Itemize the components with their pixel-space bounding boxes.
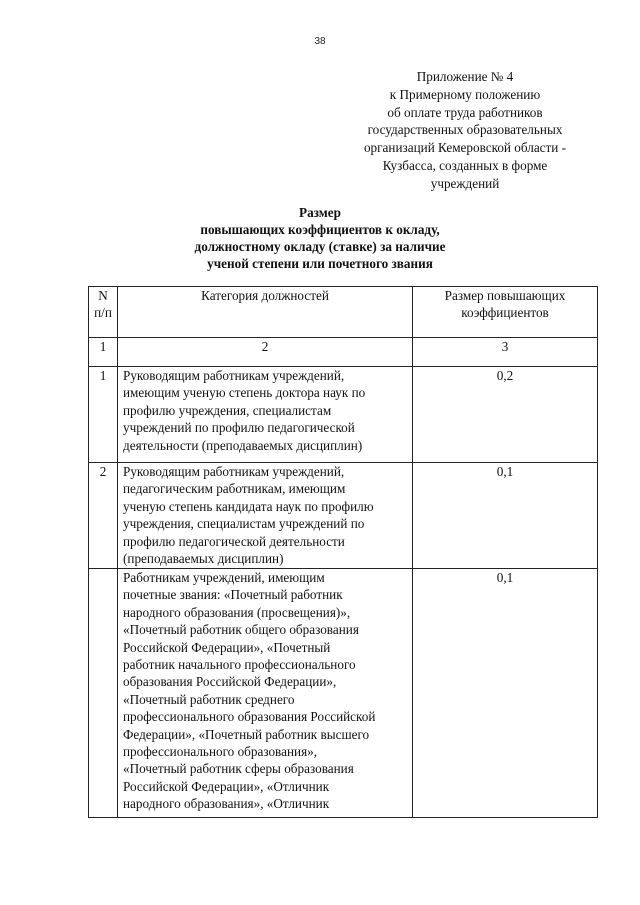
row-line: «Почетный работник общего образования: [123, 622, 359, 638]
row-line: «Почетный работник сферы образования: [123, 761, 354, 777]
row-line: (преподаваемых дисциплин): [123, 551, 284, 567]
appendix-line: учреждений: [430, 175, 500, 191]
row-line: профилю учреждения, специалистам: [123, 402, 332, 418]
row-line: Российской Федерации», «Отличник: [123, 778, 330, 794]
row-number: 1: [89, 367, 118, 463]
row-line: профессионального образования Российской: [123, 709, 376, 725]
row-line: народного образования (просвещения)»,: [123, 604, 351, 620]
row-line: Руководящим работникам учреждений,: [123, 368, 345, 383]
row-category: [118, 367, 413, 463]
row-line: народного образования», «Отличник: [123, 796, 330, 812]
row-line: педагогическим работникам, имеющим: [123, 481, 346, 497]
header-category: [118, 287, 413, 338]
title-line: должностному окладу (ставке) за наличие: [194, 239, 446, 254]
table-row: [89, 367, 598, 463]
row-category: [118, 463, 413, 569]
header-coefficient: [413, 287, 598, 338]
row-line: почетные звания: «Почетный работник: [123, 587, 343, 603]
table-row: [89, 569, 598, 818]
row-line: профессионального образования»,: [123, 744, 318, 760]
row-category: [118, 569, 413, 818]
row-line: Федерации», «Почетный работник высшего: [123, 726, 370, 742]
column-index-cell: 2: [118, 338, 413, 367]
coefficients-table: [88, 286, 598, 818]
row-line: ученую степень кандидата наук по профилю: [123, 498, 374, 514]
table-header-row: [89, 287, 598, 338]
page-number: 38: [314, 36, 326, 47]
title-line: повышающих коэффициентов к окладу,: [200, 222, 440, 237]
appendix-line: об оплате труда работников: [387, 104, 543, 120]
header-coef-line: коэффициентов: [461, 305, 549, 320]
table-row: [89, 463, 598, 569]
row-coefficient: 0,1: [413, 569, 598, 818]
row-line: «Почетный работник среднего: [123, 691, 295, 707]
row-line: учреждения, специалистам учреждений по: [123, 516, 365, 532]
appendix-header: [330, 68, 600, 193]
column-index-cell: 3: [413, 338, 598, 367]
row-line: Руководящим работникам учреждений,: [123, 464, 345, 479]
column-index-cell: 1: [89, 338, 118, 367]
row-line: работник начального профессионального: [123, 657, 356, 673]
column-index-row: [89, 338, 598, 367]
appendix-line: организаций Кемеровской области -: [363, 140, 567, 156]
row-coefficient: 0,2: [413, 367, 598, 463]
row-line: деятельности (преподаваемых дисциплин): [123, 437, 363, 453]
appendix-line: Кузбасса, созданных в форме: [382, 157, 548, 173]
title-line: Размер: [299, 205, 341, 220]
row-coefficient: 0,1: [413, 463, 598, 569]
row-number: [89, 569, 118, 818]
header-num-line: N: [98, 288, 108, 303]
row-line: учреждений по профилю педагогической: [123, 420, 355, 436]
row-line: образования Российской Федерации»,: [123, 674, 337, 690]
row-line: профилю педагогической деятельности: [123, 533, 345, 549]
row-line: имеющим ученую степень доктора наук по: [123, 385, 366, 401]
header-num: [89, 287, 118, 338]
appendix-line: к Примерному положению: [389, 86, 541, 102]
row-line: Работникам учреждений, имеющим: [123, 570, 325, 585]
document-title: [130, 204, 510, 272]
header-coef-line: Размер повышающих: [444, 288, 566, 303]
header-category-text: Категория должностей: [201, 288, 329, 303]
header-num-line: п/п: [94, 305, 112, 320]
title-line: ученой степени или почетного звания: [207, 256, 433, 271]
appendix-line: Приложение № 4: [416, 69, 514, 84]
row-line: Российской Федерации», «Почетный: [123, 639, 331, 655]
row-number: 2: [89, 463, 118, 569]
appendix-line: государственных образовательных: [367, 122, 563, 138]
